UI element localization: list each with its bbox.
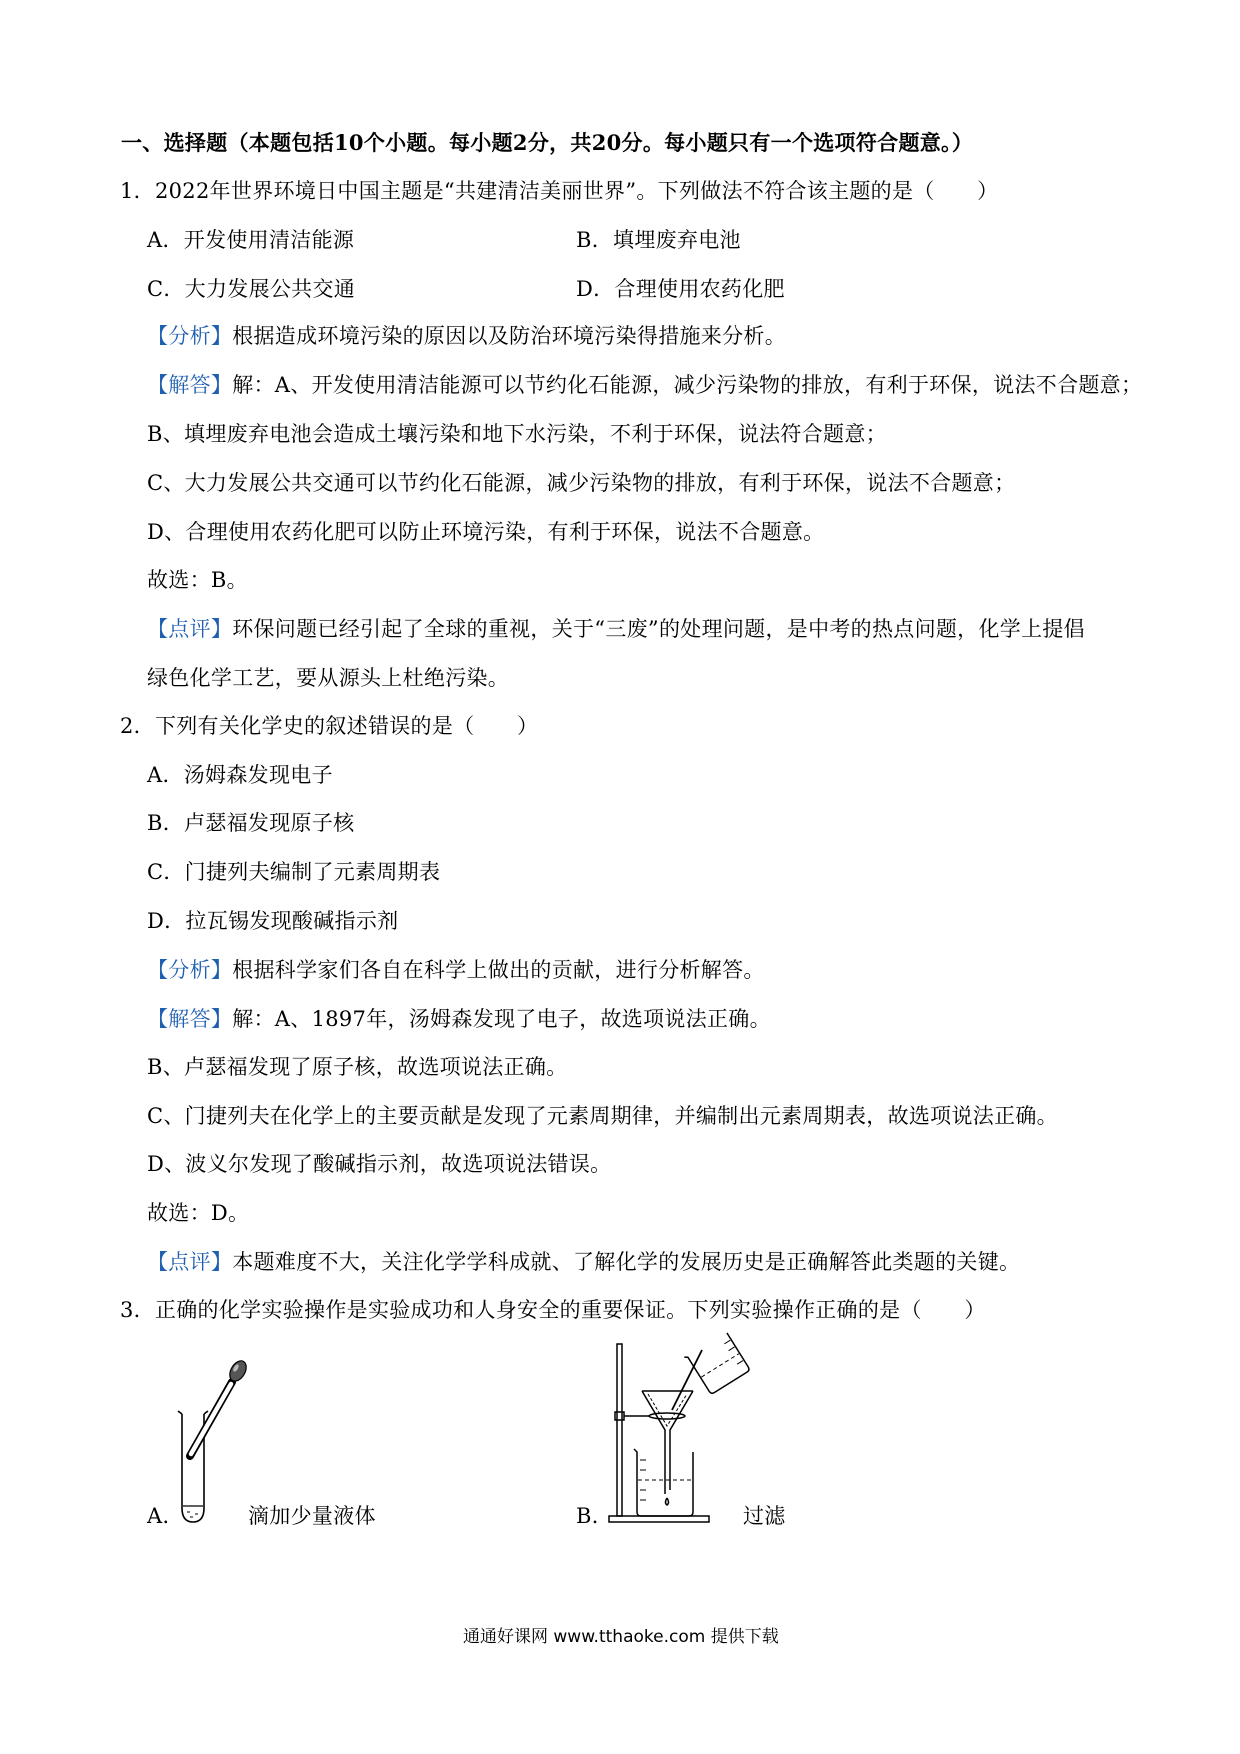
analysis-text: 根据造成环境污染的原因以及防治环境污染得措施来分析。 [232,324,787,348]
q2-answer-line-4: D、波义尔发现了酸碱指示剂，故选项说法错误。 [147,1152,612,1176]
q2-choice: 故选：D。 [147,1201,250,1225]
q1-answer-line-1 [147,373,1142,397]
answer-label: 【解答】 [147,1007,233,1031]
q1-option-d: D．合理使用农药化肥 [576,277,785,301]
q1-analysis [147,324,786,348]
comment-label: 【点评】 [147,1250,233,1274]
q2-option-c: C．门捷列夫编制了元素周期表 [147,860,441,884]
q2-option-b: B．卢瑟福发现原子核 [147,811,355,835]
q2-analysis [147,958,765,982]
section-header: 一、选择题（本题包括10个小题。每小题2分，共20分。每小题只有一个选项符合题意。） [121,130,974,155]
page-footer: 通通好课网 www.tthaoke.com 提供下载 [463,1627,779,1647]
q2-comment-line-1 [147,1250,1020,1274]
q2-stem: 2．下列有关化学史的叙述错误的是（ ） [120,714,539,738]
q3-option-b-letter: B． [576,1504,614,1528]
q2-option-a: A．汤姆森发现电子 [147,763,333,787]
q1-option-c: C．大力发展公共交通 [147,277,356,301]
analysis-label: 【分析】 [147,958,233,982]
answer-label: 【解答】 [147,373,233,397]
dropper-test-tube-icon [170,1356,260,1531]
q3-option-a-letter: A． [147,1504,184,1528]
q1-option-b: B．填埋废弃电池 [576,228,741,252]
q3-option-b-text: 过滤 [743,1504,786,1528]
q3-option-a-text: 滴加少量液体 [248,1504,376,1528]
answer-text: 解：A、1897年，汤姆森发现了电子，故选项说法正确。 [232,1007,771,1031]
analysis-label: 【分析】 [147,324,233,348]
q1-option-a: A．开发使用清洁能源 [147,228,355,252]
filtration-apparatus-icon [600,1330,750,1530]
q1-choice: 故选：B。 [147,568,248,592]
q1-answer-line-3: C、大力发展公共交通可以节约化石能源，减少污染物的排放，有利于环保，说法不合题意； [147,471,1016,495]
q2-answer-line-2: B、卢瑟福发现了原子核，故选项说法正确。 [147,1055,568,1079]
q2-answer-line-1 [147,1007,771,1031]
q1-comment-line-1 [147,617,1085,641]
q1-stem: 1．2022年世界环境日中国主题是“共建清洁美丽世界”。下列做法不符合该主题的是（ ） [120,179,999,203]
comment-label: 【点评】 [147,617,233,641]
q3-stem: 3．正确的化学实验操作是实验成功和人身安全的重要保证。下列实验操作正确的是（ ） [120,1298,986,1322]
comment-text: 本题难度不大，关注化学学科成就、了解化学的发展历史是正确解答此类题的关键。 [232,1250,1021,1274]
q1-comment-line-2: 绿色化学工艺，要从源头上杜绝污染。 [147,666,510,690]
answer-text: 解：A、开发使用清洁能源可以节约化石能源，减少污染物的排放，有利于环保，说法不合题意； [232,373,1143,397]
analysis-text: 根据科学家们各自在科学上做出的贡献，进行分析解答。 [232,958,765,982]
q2-answer-line-3: C、门捷列夫在化学上的主要贡献是发现了元素周期律，并编制出元素周期表，故选项说法正确。 [147,1104,1058,1128]
q2-option-d: D．拉瓦锡发现酸碱指示剂 [147,909,399,933]
comment-text: 环保问题已经引起了全球的重视，关于“三废”的处理问题，是中考的热点问题，化学上提倡 [232,617,1085,641]
q1-answer-line-4: D、合理使用农药化肥可以防止环境污染，有利于环保，说法不合题意。 [147,520,825,544]
q1-answer-line-2: B、填埋废弃电池会造成土壤污染和地下水污染，不利于环保，说法符合题意； [147,422,887,446]
